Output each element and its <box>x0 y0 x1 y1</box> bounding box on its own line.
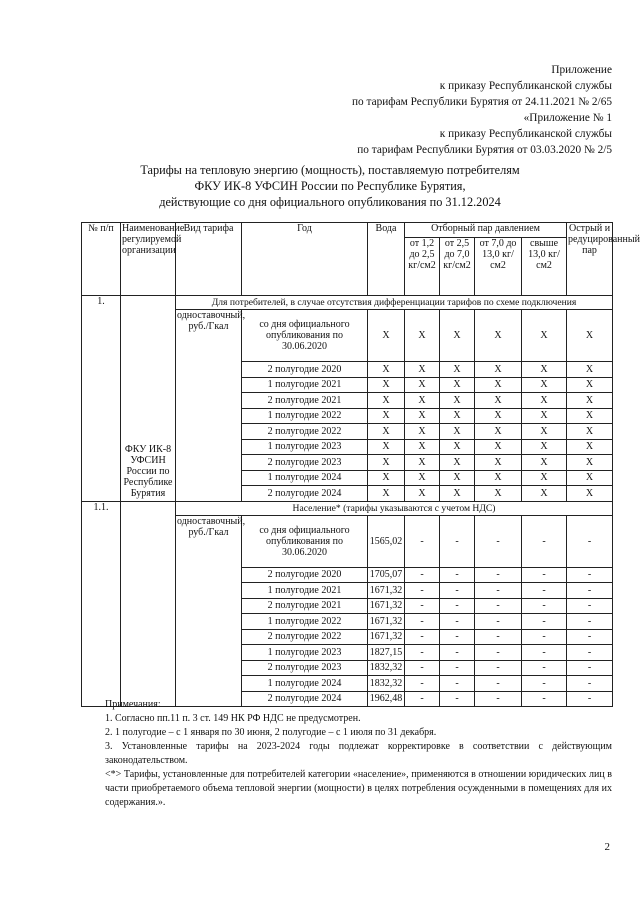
header-tariff-type: Вид тарифа <box>176 223 242 296</box>
page-number: 2 <box>604 841 610 853</box>
value-cell: - <box>475 691 522 707</box>
value-cell: - <box>405 583 440 599</box>
value-cell: - <box>522 645 567 661</box>
year-cell: 1 полугодие 2024 <box>242 470 368 486</box>
header-steam-3: от 7,0 до 13,0 кг/см2 <box>475 238 522 296</box>
value-cell: - <box>567 676 613 692</box>
value-cell: 1671,32 <box>368 598 405 614</box>
year-cell: 1 полугодие 2023 <box>242 645 368 661</box>
header-water: Вода <box>368 223 405 296</box>
annex-line: Приложение <box>551 64 612 76</box>
value-cell: - <box>405 645 440 661</box>
value-cell: X <box>522 424 567 440</box>
annex-line: по тарифам Республики Бурятия от 03.03.2020 № 2/5 <box>357 144 612 156</box>
value-cell: X <box>440 470 475 486</box>
year-cell: со дня официального опубликования по 30.06.2020 <box>242 310 368 362</box>
value-cell: - <box>567 660 613 676</box>
year-cell: со дня официального опубликования по 30.06.2020 <box>242 515 368 567</box>
year-cell: 2 полугодие 2020 <box>242 362 368 378</box>
value-cell: X <box>567 486 613 502</box>
annex-header <box>352 62 612 158</box>
value-cell: X <box>567 393 613 409</box>
value-cell: X <box>368 424 405 440</box>
section-num: 1. <box>82 296 121 502</box>
header-steam-4: свыше 13,0 кг/см2 <box>522 238 567 296</box>
value-cell: X <box>405 424 440 440</box>
year-cell: 2 полугодие 2022 <box>242 629 368 645</box>
value-cell: X <box>567 439 613 455</box>
value-cell: X <box>475 470 522 486</box>
value-cell: - <box>440 598 475 614</box>
section-row <box>82 296 613 310</box>
value-cell: 1962,48 <box>368 691 405 707</box>
value-cell: - <box>440 691 475 707</box>
title-line-3: действующие со дня официального опубликования по 31.12.2024 <box>159 195 501 209</box>
value-cell: X <box>405 455 440 471</box>
value-cell: - <box>475 629 522 645</box>
value-cell: X <box>567 310 613 362</box>
value-cell: - <box>522 629 567 645</box>
header-steam-group: Отборный пар давлением <box>405 223 567 238</box>
value-cell: - <box>475 567 522 583</box>
year-cell: 2 полугодие 2020 <box>242 567 368 583</box>
year-cell: 2 полугодие 2022 <box>242 424 368 440</box>
value-cell: - <box>405 629 440 645</box>
notes-heading: Примечания: <box>105 699 161 710</box>
value-cell: X <box>440 439 475 455</box>
value-cell: X <box>475 424 522 440</box>
value-cell: - <box>475 645 522 661</box>
value-cell: X <box>522 393 567 409</box>
value-cell: 1671,32 <box>368 629 405 645</box>
value-cell: - <box>522 614 567 630</box>
value-cell: - <box>567 645 613 661</box>
value-cell: X <box>522 362 567 378</box>
value-cell: X <box>475 362 522 378</box>
value-cell: X <box>522 439 567 455</box>
value-cell: - <box>475 598 522 614</box>
value-cell: X <box>475 377 522 393</box>
value-cell: X <box>475 393 522 409</box>
value-cell: - <box>440 676 475 692</box>
value-cell: - <box>522 691 567 707</box>
value-cell: X <box>368 486 405 502</box>
section-title: Для потребителей, в случае отсутствия дифференциации тарифов по схеме подключения <box>176 296 613 310</box>
value-cell: - <box>440 645 475 661</box>
value-cell: X <box>522 408 567 424</box>
value-cell: - <box>522 598 567 614</box>
value-cell: X <box>368 439 405 455</box>
note-item: 3. Установленные тарифы на 2023-2024 годы подлежат корректировке в соответствии с действующим законодательством. <box>105 741 612 766</box>
value-cell: X <box>405 310 440 362</box>
year-cell: 1 полугодие 2022 <box>242 408 368 424</box>
value-cell: - <box>475 614 522 630</box>
value-cell: - <box>405 598 440 614</box>
value-cell: X <box>405 408 440 424</box>
value-cell: X <box>522 310 567 362</box>
annex-line: к приказу Республиканской службы <box>439 128 612 140</box>
value-cell: X <box>567 470 613 486</box>
value-cell: X <box>405 377 440 393</box>
value-cell: 1671,32 <box>368 583 405 599</box>
value-cell: X <box>567 377 613 393</box>
value-cell: X <box>475 455 522 471</box>
year-cell: 1 полугодие 2021 <box>242 377 368 393</box>
value-cell: X <box>522 377 567 393</box>
value-cell: 1827,15 <box>368 645 405 661</box>
value-cell: X <box>475 408 522 424</box>
value-cell: 1705,07 <box>368 567 405 583</box>
value-cell: - <box>440 515 475 567</box>
annex-line: к приказу Республиканской службы <box>439 80 612 92</box>
value-cell: - <box>475 515 522 567</box>
note-item: 2. 1 полугодие – с 1 января по 30 июня, 2 полугодие – с 1 июля по 31 декабря. <box>105 727 437 738</box>
value-cell: X <box>440 408 475 424</box>
note-item: 1. Согласно пп.11 п. 3 ст. 149 НК РФ НДС не предусмотрен. <box>105 713 361 724</box>
value-cell: - <box>567 691 613 707</box>
value-cell: - <box>405 660 440 676</box>
value-cell: X <box>405 486 440 502</box>
org-name: ФКУ ИК-8 УФСИН России по Республике Бурятия <box>121 296 176 502</box>
value-cell: - <box>405 567 440 583</box>
value-cell: X <box>368 310 405 362</box>
value-cell: X <box>368 377 405 393</box>
notes <box>105 698 612 810</box>
header-steam-2: от 2,5 до 7,0 кг/см2 <box>440 238 475 296</box>
tariff-type: одноставочный, руб./Гкал <box>176 515 242 707</box>
value-cell: X <box>567 424 613 440</box>
year-cell: 1 полугодие 2022 <box>242 614 368 630</box>
value-cell: - <box>567 629 613 645</box>
value-cell: X <box>405 439 440 455</box>
value-cell: X <box>440 424 475 440</box>
value-cell: X <box>405 393 440 409</box>
year-cell: 2 полугодие 2024 <box>242 691 368 707</box>
value-cell: X <box>475 486 522 502</box>
org-name-cont <box>121 501 176 707</box>
value-cell: - <box>567 567 613 583</box>
year-cell: 2 полугодие 2024 <box>242 486 368 502</box>
year-cell: 1 полугодие 2024 <box>242 676 368 692</box>
year-cell: 2 полугодие 2023 <box>242 455 368 471</box>
value-cell: - <box>440 614 475 630</box>
header-sharp-steam: Острый и редуцированный пар <box>567 223 613 296</box>
section-title: Население* (тарифы указываются с учетом НДС) <box>176 501 613 515</box>
value-cell: - <box>475 660 522 676</box>
value-cell: - <box>440 629 475 645</box>
value-cell: X <box>440 310 475 362</box>
value-cell: - <box>522 676 567 692</box>
value-cell: X <box>405 470 440 486</box>
value-cell: X <box>522 455 567 471</box>
value-cell: X <box>368 455 405 471</box>
year-cell: 1 полугодие 2021 <box>242 583 368 599</box>
header-steam-1: от 1,2 до 2,5 кг/см2 <box>405 238 440 296</box>
value-cell: - <box>405 676 440 692</box>
section-num: 1.1. <box>82 501 121 707</box>
value-cell: X <box>368 470 405 486</box>
annex-line: «Приложение № 1 <box>523 112 612 124</box>
value-cell: 1832,32 <box>368 660 405 676</box>
value-cell: - <box>567 614 613 630</box>
value-cell: - <box>440 660 475 676</box>
value-cell: 1671,32 <box>368 614 405 630</box>
annex-line: по тарифам Республики Бурятия от 24.11.2021 № 2/65 <box>352 96 612 108</box>
value-cell: - <box>522 567 567 583</box>
year-cell: 2 полугодие 2021 <box>242 598 368 614</box>
value-cell: - <box>522 660 567 676</box>
year-cell: 2 полугодие 2021 <box>242 393 368 409</box>
value-cell: X <box>522 470 567 486</box>
value-cell: - <box>567 515 613 567</box>
note-item: <*> Тарифы, установленные для потребителей категории «население», применяются в отношении юридических лиц в части приобретаемого объема тепловой энергии (мощности) в целях потребления осужденными в помещениях для их содержания.». <box>105 769 612 808</box>
value-cell: - <box>522 515 567 567</box>
value-cell: X <box>475 439 522 455</box>
value-cell: - <box>567 583 613 599</box>
value-cell: X <box>405 362 440 378</box>
value-cell: X <box>368 408 405 424</box>
value-cell: - <box>440 567 475 583</box>
value-cell: - <box>475 676 522 692</box>
value-cell: X <box>368 393 405 409</box>
value-cell: X <box>567 362 613 378</box>
value-cell: - <box>522 583 567 599</box>
header-year: Год <box>242 223 368 296</box>
value-cell: 1565,02 <box>368 515 405 567</box>
value-cell: - <box>440 583 475 599</box>
value-cell: X <box>440 486 475 502</box>
title-line-2: ФКУ ИК-8 УФСИН России по Республике Бурятия, <box>194 179 466 193</box>
year-cell: 2 полугодие 2023 <box>242 660 368 676</box>
value-cell: 1832,32 <box>368 676 405 692</box>
value-cell: - <box>567 598 613 614</box>
header-num: № п/п <box>82 223 121 296</box>
value-cell: X <box>368 362 405 378</box>
title-line-1: Тарифы на тепловую энергию (мощность), поставляемую потребителям <box>140 163 520 177</box>
value-cell: X <box>440 377 475 393</box>
value-cell: X <box>475 310 522 362</box>
document-title <box>60 162 600 210</box>
value-cell: X <box>567 455 613 471</box>
tariff-type: одноставочный, руб./Гкал <box>176 310 242 502</box>
value-cell: X <box>440 362 475 378</box>
value-cell: - <box>475 583 522 599</box>
value-cell: X <box>567 408 613 424</box>
section-row <box>82 501 613 515</box>
value-cell: X <box>440 393 475 409</box>
value-cell: X <box>440 455 475 471</box>
value-cell: - <box>405 614 440 630</box>
value-cell: - <box>405 515 440 567</box>
year-cell: 1 полугодие 2023 <box>242 439 368 455</box>
value-cell: - <box>405 691 440 707</box>
header-org: Наименование регулируемой организации <box>121 223 176 296</box>
value-cell: X <box>522 486 567 502</box>
tariff-table <box>81 222 640 707</box>
